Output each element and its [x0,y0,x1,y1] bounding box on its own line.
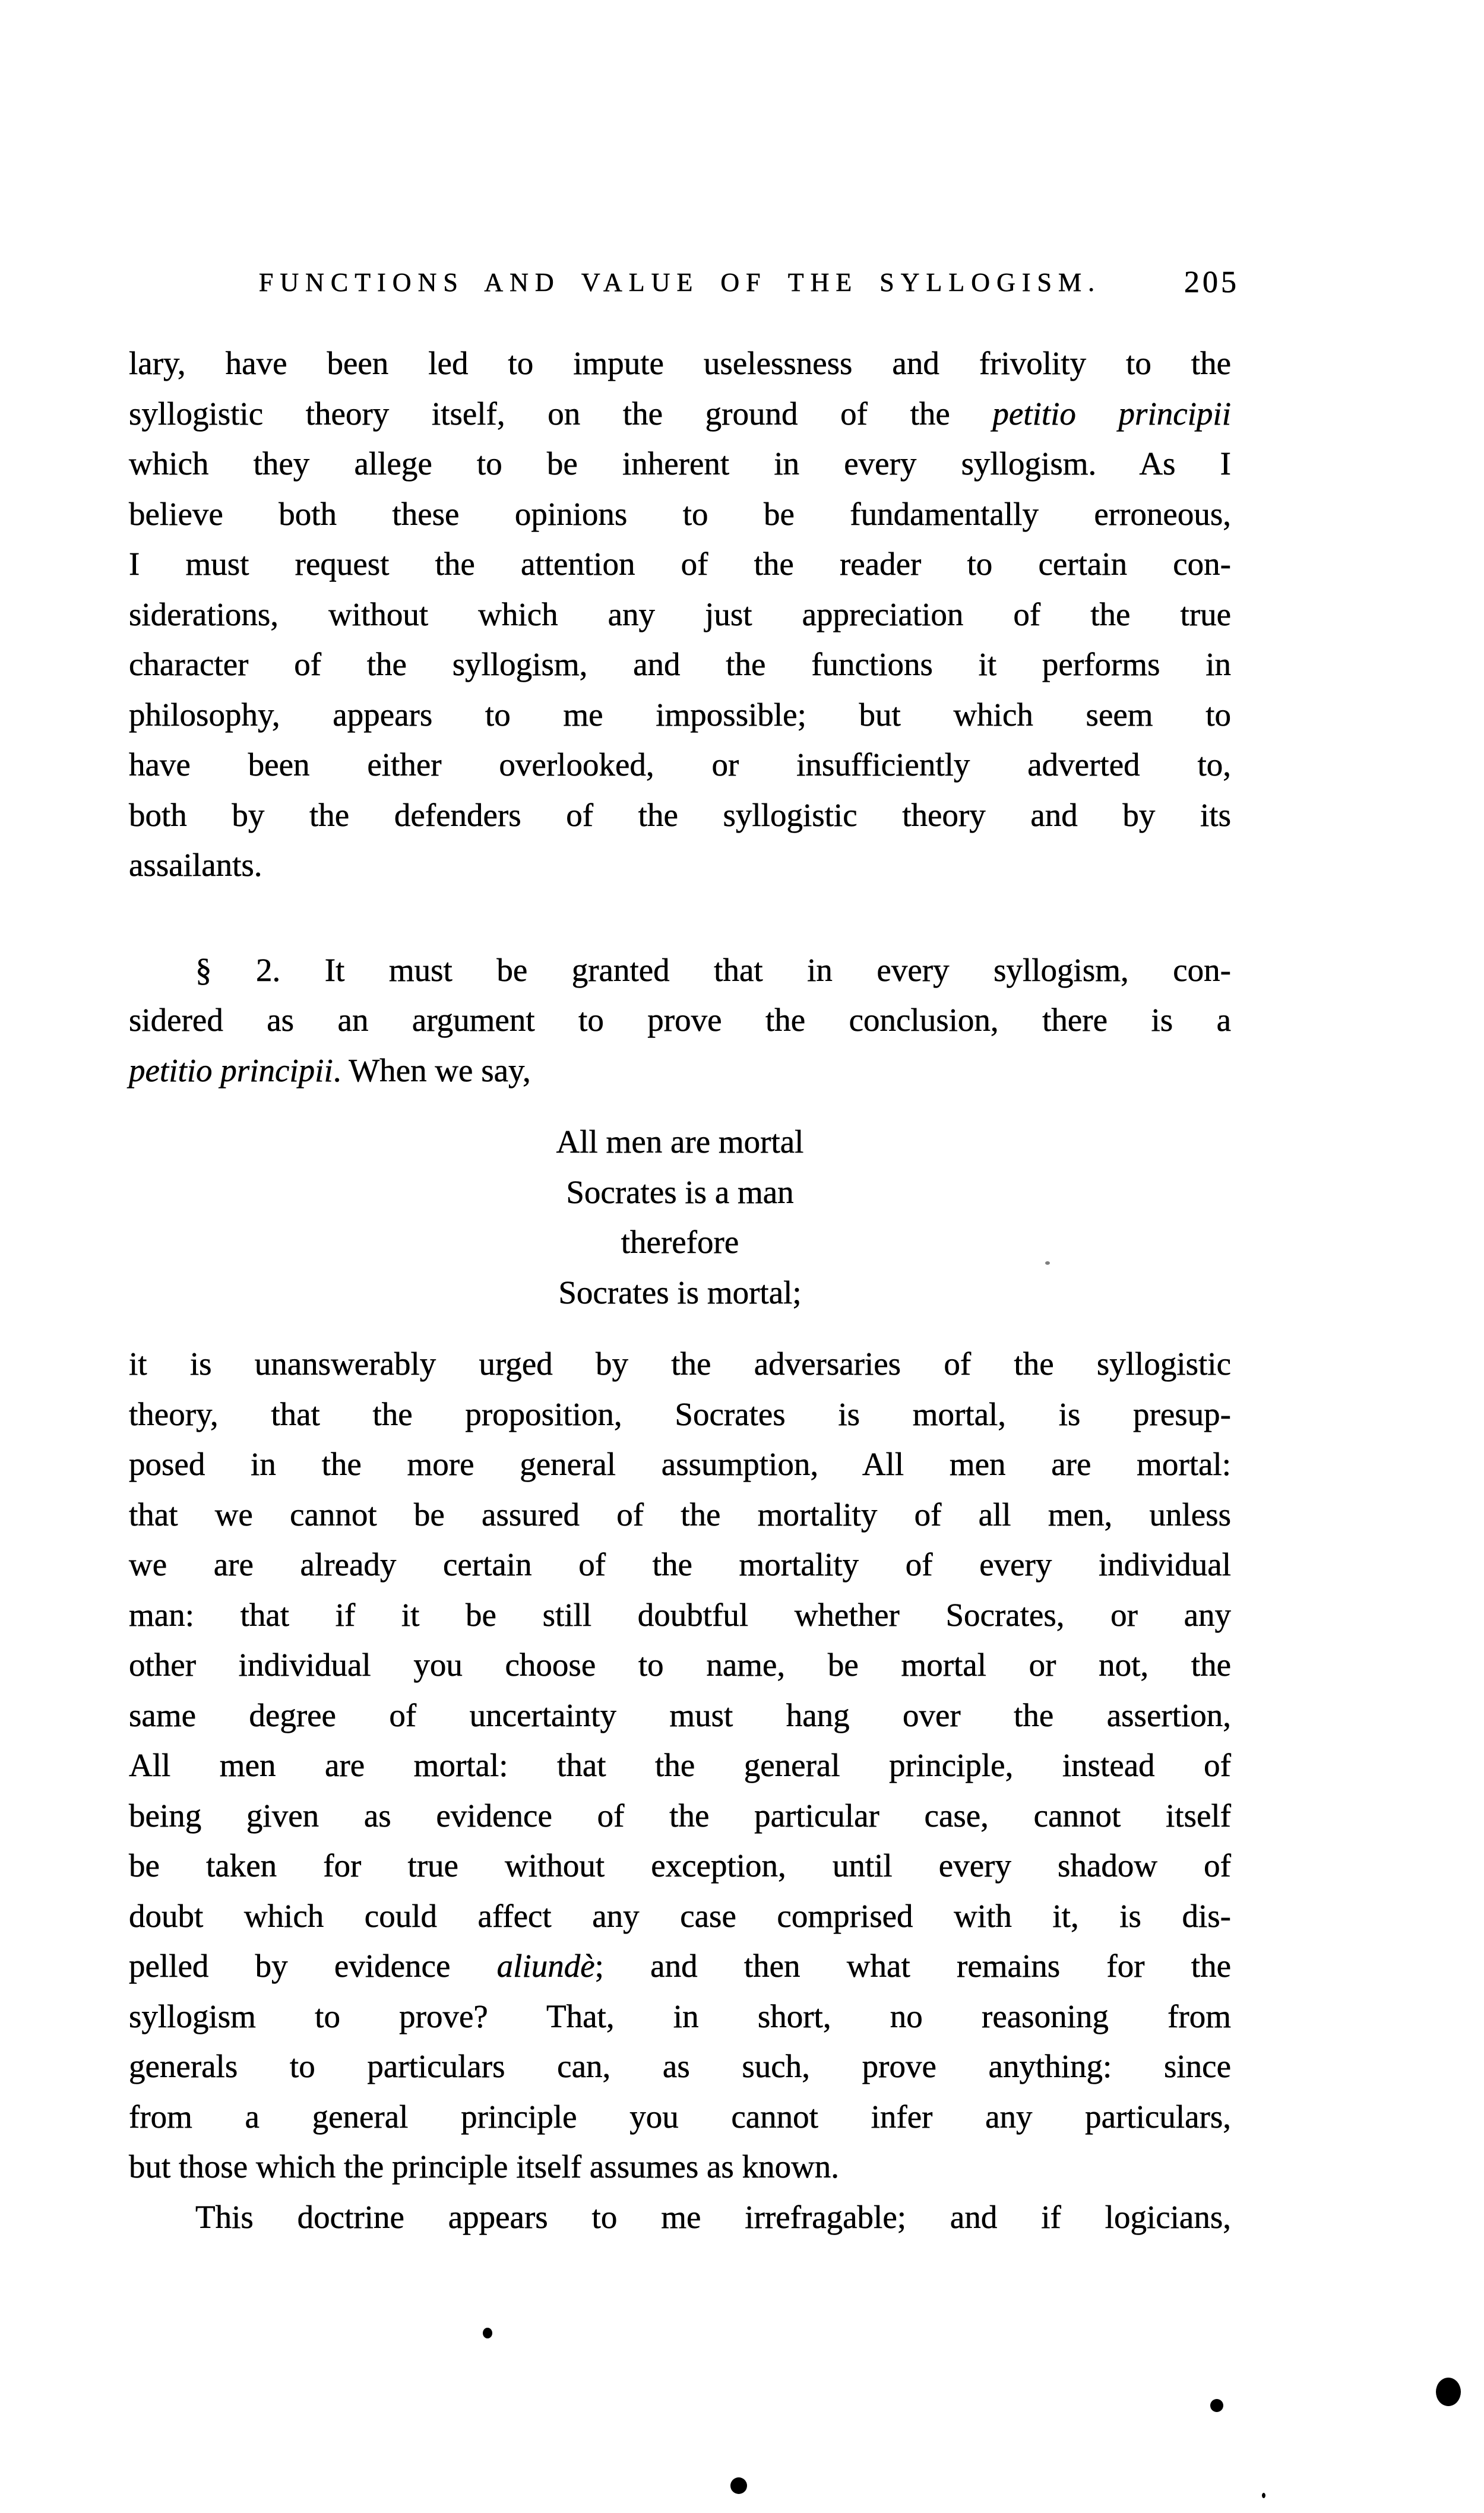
syllogism-block [129,1117,1231,1318]
text-line: that we cannot be assured of the mortality of all men, unless [129,1496,1231,1533]
text-line: same degree of uncertainty must hang over the assertion, [129,1697,1231,1733]
text-line: This doctrine appears to me irrefragable; and if logicians, [195,2198,1231,2235]
text-line: character of the syllogism, and the functions it performs in [129,646,1231,682]
text-line: syllogism to prove? That, in short, no reasoning from [129,1998,1231,2034]
page-number: 205 [1184,265,1239,299]
paragraph [129,338,1231,891]
text-line: both by the defenders of the syllogistic theory and by its [129,796,1231,833]
ink-speck [1045,1261,1050,1265]
text-line: assailants. [129,847,262,883]
text-line: I must request the attention of the reader to certain con- [129,546,1231,582]
text-line: All men are mortal [556,1123,804,1160]
paragraph [129,1339,1231,2192]
text-line: which they allege to be inherent in every syllogism. As I [129,445,1231,482]
text-line: § 2. It must be granted that in every syllogism, con- [195,951,1231,988]
ink-speck [1210,2399,1223,2412]
text-line: petitio principii. When we say, [129,1052,531,1088]
text-line: be taken for true without exception, until every shadow of [129,1847,1231,1884]
text-line: pelled by evidence aliundè; and then what remains for the [129,1948,1231,1984]
ink-speck [483,2328,492,2338]
ink-speck [1262,2493,1265,2498]
text-line: Socrates is mortal; [558,1274,802,1311]
text-line: theory, that the proposition, Socrates is mortal, is presup- [129,1395,1231,1432]
text-line: All men are mortal: that the general principle, instead of [129,1747,1231,1783]
text-line: therefore [621,1224,739,1260]
page-body [129,338,1231,2242]
text-line: believe both these opinions to be fundamentally erroneous, [129,495,1231,532]
text-line: posed in the more general assumption, All men are mortal: [129,1446,1231,1482]
paragraph [129,2192,1231,2243]
text-line: it is unanswerably urged by the adversaries of the syllogistic [129,1346,1231,1382]
text-line: generals to particulars can, as such, prove anything: since [129,2048,1231,2084]
ink-speck [730,2477,747,2494]
text-line: Socrates is a man [566,1173,794,1210]
text-line: man: that if it be still doubtful whether Socrates, or any [129,1596,1231,1633]
text-line: being given as evidence of the particular case, cannot itself [129,1797,1231,1834]
text-line: we are already certain of the mortality of every individual [129,1546,1231,1583]
header-title: FUNCTIONS AND VALUE OF THE SYLLOGISM. [258,268,1102,297]
text-line: other individual you choose to name, be mortal or not, the [129,1647,1231,1683]
text-line: lary, have been led to impute uselessness and frivolity to the [129,345,1231,381]
paragraph [129,945,1231,1096]
text-line: doubt which could affect any case comprised with it, is dis- [129,1897,1231,1934]
running-header [129,265,1239,300]
text-line: have been either overlooked, or insufficiently adverted to, [129,746,1231,783]
ink-speck [1436,2378,1461,2406]
text-line: from a general principle you cannot infer any particulars, [129,2098,1231,2135]
text-line: syllogistic theory itself, on the ground of the petitio principii [129,395,1231,432]
text-line: sidered as an argument to prove the conclusion, there is a [129,1002,1231,1038]
text-line: but those which the principle itself assumes as known. [129,2148,840,2185]
text-line: siderations, without which any just appreciation of the true [129,596,1231,632]
text-line: philosophy, appears to me impossible; but which seem to [129,696,1231,733]
